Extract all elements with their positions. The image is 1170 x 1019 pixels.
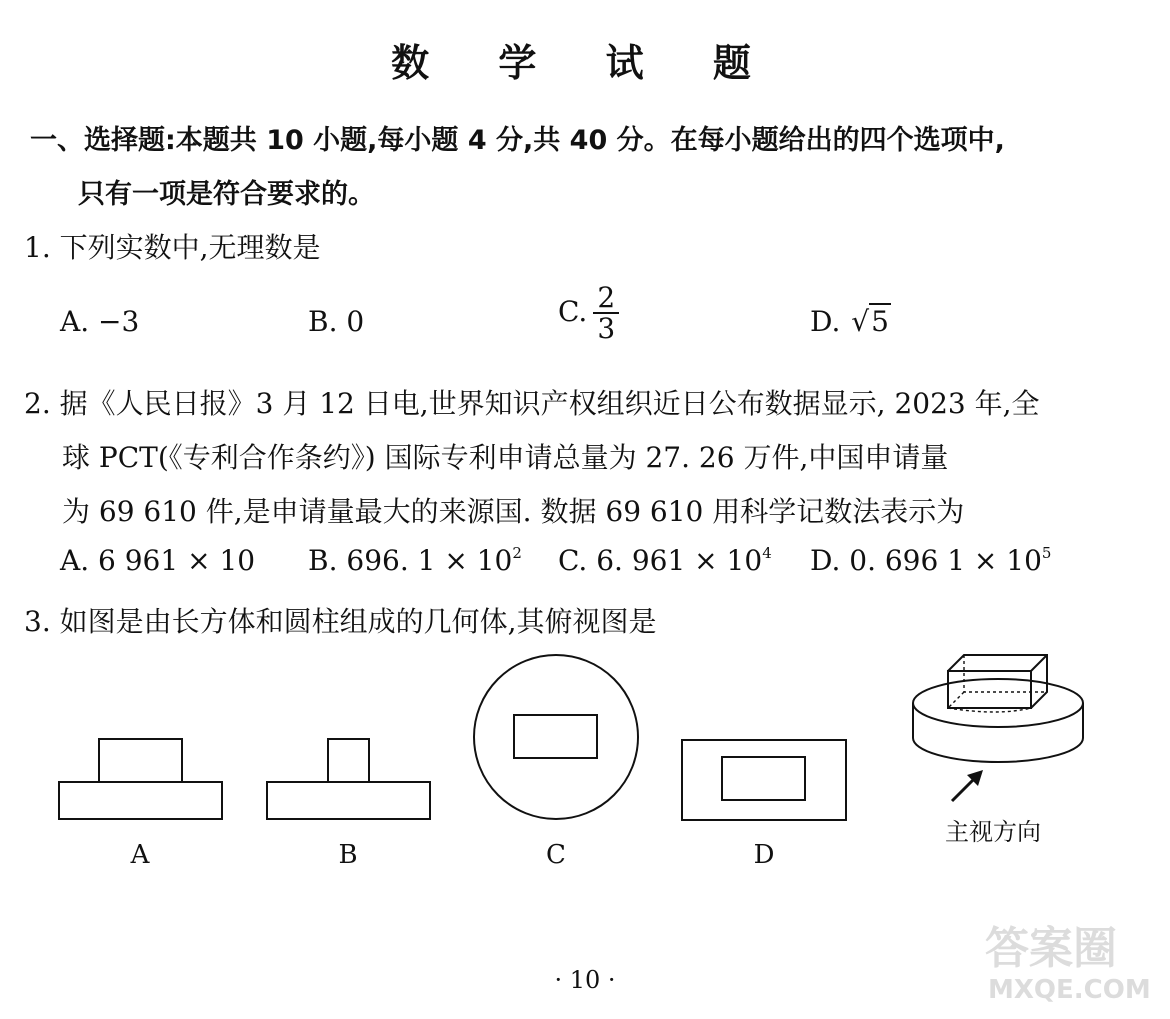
solid-figure bbox=[913, 655, 1083, 762]
option-b-bottom-rect bbox=[267, 782, 430, 819]
q2-option-c-exponent: 4 bbox=[762, 544, 772, 562]
figure-label-a: A bbox=[130, 840, 150, 870]
view-direction-label: 主视方向 bbox=[945, 818, 1041, 846]
q2-stem-line2: 球 PCT(《专利合作条约》) 国际专利申请总量为 27. 26 万件,中国申请量 bbox=[62, 441, 949, 474]
watermark-logo: 答案圈 bbox=[985, 923, 1117, 974]
q2-option-a: A. 6 961 × 10 bbox=[60, 544, 256, 577]
q2-stem-line1: 2. 据《人民日报》3 月 12 日电,世界知识产权组织近日公布数据显示, 2023 年,全 bbox=[24, 387, 1040, 420]
q3-stem: 3. 如图是由长方体和圆柱组成的几何体,其俯视图是 bbox=[24, 605, 657, 638]
fraction-numerator: 2 bbox=[593, 283, 619, 314]
q2-option-b-exponent: 2 bbox=[512, 544, 522, 562]
option-c-figure bbox=[474, 655, 638, 819]
option-d-inner-rect bbox=[722, 757, 805, 800]
q2-option-b-base: B. 696. 1 × 10 bbox=[308, 544, 513, 577]
section-heading-line1: 一、选择题:本题共 10 小题,每小题 4 分,共 40 分。在每小题给出的四个选项中, bbox=[30, 125, 1005, 156]
option-b-top-rect bbox=[328, 739, 369, 782]
page-number: · 10 · bbox=[554, 966, 616, 994]
prism-front-face bbox=[948, 671, 1031, 708]
watermark-url: MXQE.COM bbox=[988, 975, 1151, 1005]
radical-sign: √ bbox=[851, 305, 870, 338]
option-d-figure bbox=[682, 740, 846, 820]
q2-option-c-base: C. 6. 961 × 10 bbox=[558, 544, 763, 577]
q2-option-d-base: D. 0. 696 1 × 10 bbox=[810, 544, 1042, 577]
q1-option-a: A. −3 bbox=[60, 305, 140, 338]
figure-label-c: C bbox=[546, 840, 566, 870]
option-d-outer-rect bbox=[682, 740, 846, 820]
figure-label-d: D bbox=[753, 840, 775, 870]
figure-label-b: B bbox=[338, 840, 358, 870]
option-c-circle bbox=[474, 655, 638, 819]
q1-stem: 1. 下列实数中,无理数是 bbox=[24, 231, 321, 264]
option-a-bottom-rect bbox=[59, 782, 222, 819]
q1-option-b: B. 0 bbox=[308, 305, 365, 338]
q2-stem-line3: 为 69 610 件,是申请量最大的来源国. 数据 69 610 用科学记数法表示为 bbox=[62, 495, 965, 528]
section-heading-line2: 只有一项是符合要求的。 bbox=[78, 179, 375, 210]
q1-option-d-prefix: D. bbox=[810, 305, 841, 338]
option-c-rect bbox=[514, 715, 597, 758]
option-a-figure bbox=[59, 739, 222, 819]
radicand: 5 bbox=[871, 305, 889, 338]
q1-option-c-prefix: C. bbox=[558, 294, 588, 328]
fraction-denominator: 3 bbox=[597, 312, 616, 346]
cylinder-top-ellipse bbox=[913, 679, 1083, 727]
arrow-icon bbox=[952, 770, 983, 801]
q2-option-d-exponent: 5 bbox=[1041, 544, 1052, 562]
option-b-figure bbox=[267, 739, 430, 819]
page-title: 数 学 试 题 bbox=[391, 41, 779, 85]
option-a-top-rect bbox=[99, 739, 182, 782]
